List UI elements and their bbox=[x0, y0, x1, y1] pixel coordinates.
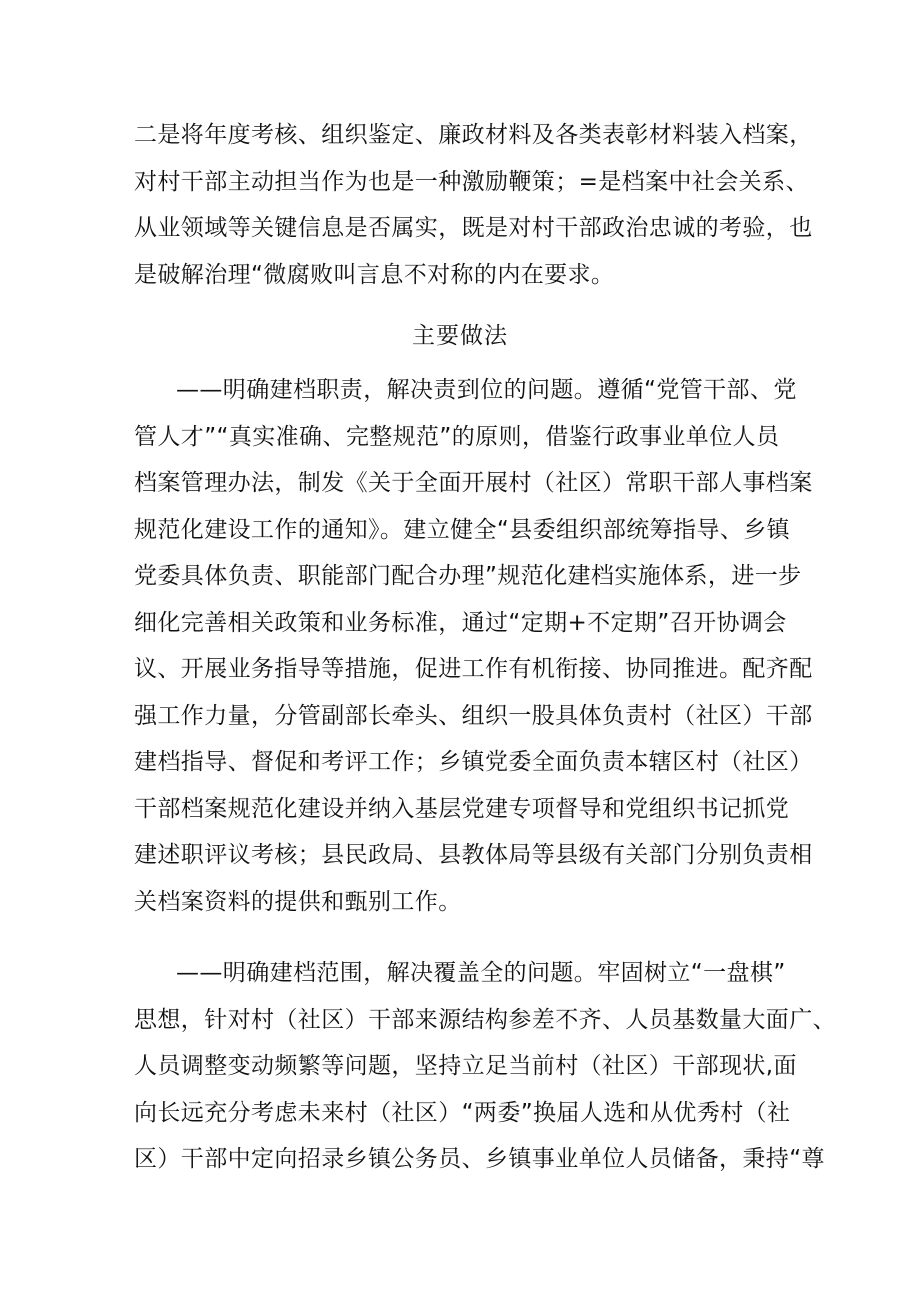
paragraph-3 bbox=[134, 950, 836, 1183]
paragraph-3-line: 区）干部中定向招录乡镇公务员、乡镇事业单位人员储备，秉持“尊 bbox=[134, 1146, 825, 1172]
paragraph-1-line: 对村干部主动担当作为也是一种激励鞭策；=是档案中社会关系、 bbox=[134, 168, 809, 195]
paragraph-1-line: 是破解治理“微腐败叫言息不对称的内在要求。 bbox=[134, 261, 615, 288]
paragraph-1-line: 从业领域等关键信息是否属实，既是对村干部政治忠诚的考验，也 bbox=[134, 215, 813, 241]
paragraph-1-line: 二是将年度考核、组织鉴定、廉政材料及各类表彰材料装入档案， bbox=[134, 122, 813, 148]
paragraph-2-line: 细化完善相关政策和业务标准，通过“定期+不定期”召开协调会 bbox=[134, 609, 787, 636]
paragraph-3-line: ——明确建档范围，解决覆盖全的问题。牢固树立“一盘棋” bbox=[176, 960, 786, 986]
paragraph-2-line: 管人才”“真实准确、完整规范”的原则，借鉴行政事业单位人员 bbox=[134, 423, 780, 450]
paragraph-2-line: 规范化建设工作的通知》。建立健全“县委组织部统筹指导、乡镇 bbox=[134, 516, 791, 543]
paragraph-2-line: 强工作力量，分管副部长牵头、组织一股具体负责村（社区）干部 bbox=[134, 702, 813, 729]
paragraph-3-line: 向长远充分考虑未来村（社区）“两委”换届人选和从优秀村（社 bbox=[134, 1099, 791, 1126]
paragraph-1 bbox=[134, 112, 813, 298]
section-heading: 主要做法 bbox=[412, 323, 508, 349]
paragraph-2-line: ——明确建档职责，解决责到位的问题。遵循“党管干部、党 bbox=[176, 377, 797, 403]
paragraph-2-line: 建档指导、督促和考评工作；乡镇党委全面负责本辖区村（社区） bbox=[134, 749, 813, 775]
paragraph-3-line: 思想，针对村（社区）干部来源结构参差不齐、人员基数量大面广、 bbox=[134, 1006, 836, 1033]
paragraph-2-line: 建述职评议考核；县民政局、县教体局等县级有关部门分别负责相 bbox=[134, 842, 813, 868]
paragraph-2-line: 议、开展业务指导等措施，促进工作有机衔接、协同推进。配齐配 bbox=[134, 656, 813, 682]
paragraph-3-line: 人员调整变动频繁等问题，坚持立足当前村（社区）干部现状,面 bbox=[134, 1053, 797, 1079]
paragraph-2 bbox=[134, 367, 813, 925]
paragraph-2-line: 关档案资料的提供和甄别工作。 bbox=[134, 888, 462, 915]
paragraph-2-line: 档案管理办法，制发《关于全面开展村（社区）常职干部人事档案 bbox=[134, 470, 813, 496]
paragraph-2-line: 干部档案规范化建设并纳入基层党建专项督导和党组织书记抓党 bbox=[134, 795, 790, 822]
paragraph-2-line: 党委具体负责、职能部门配合办理”规范化建档实施体系，进一步 bbox=[134, 563, 802, 589]
